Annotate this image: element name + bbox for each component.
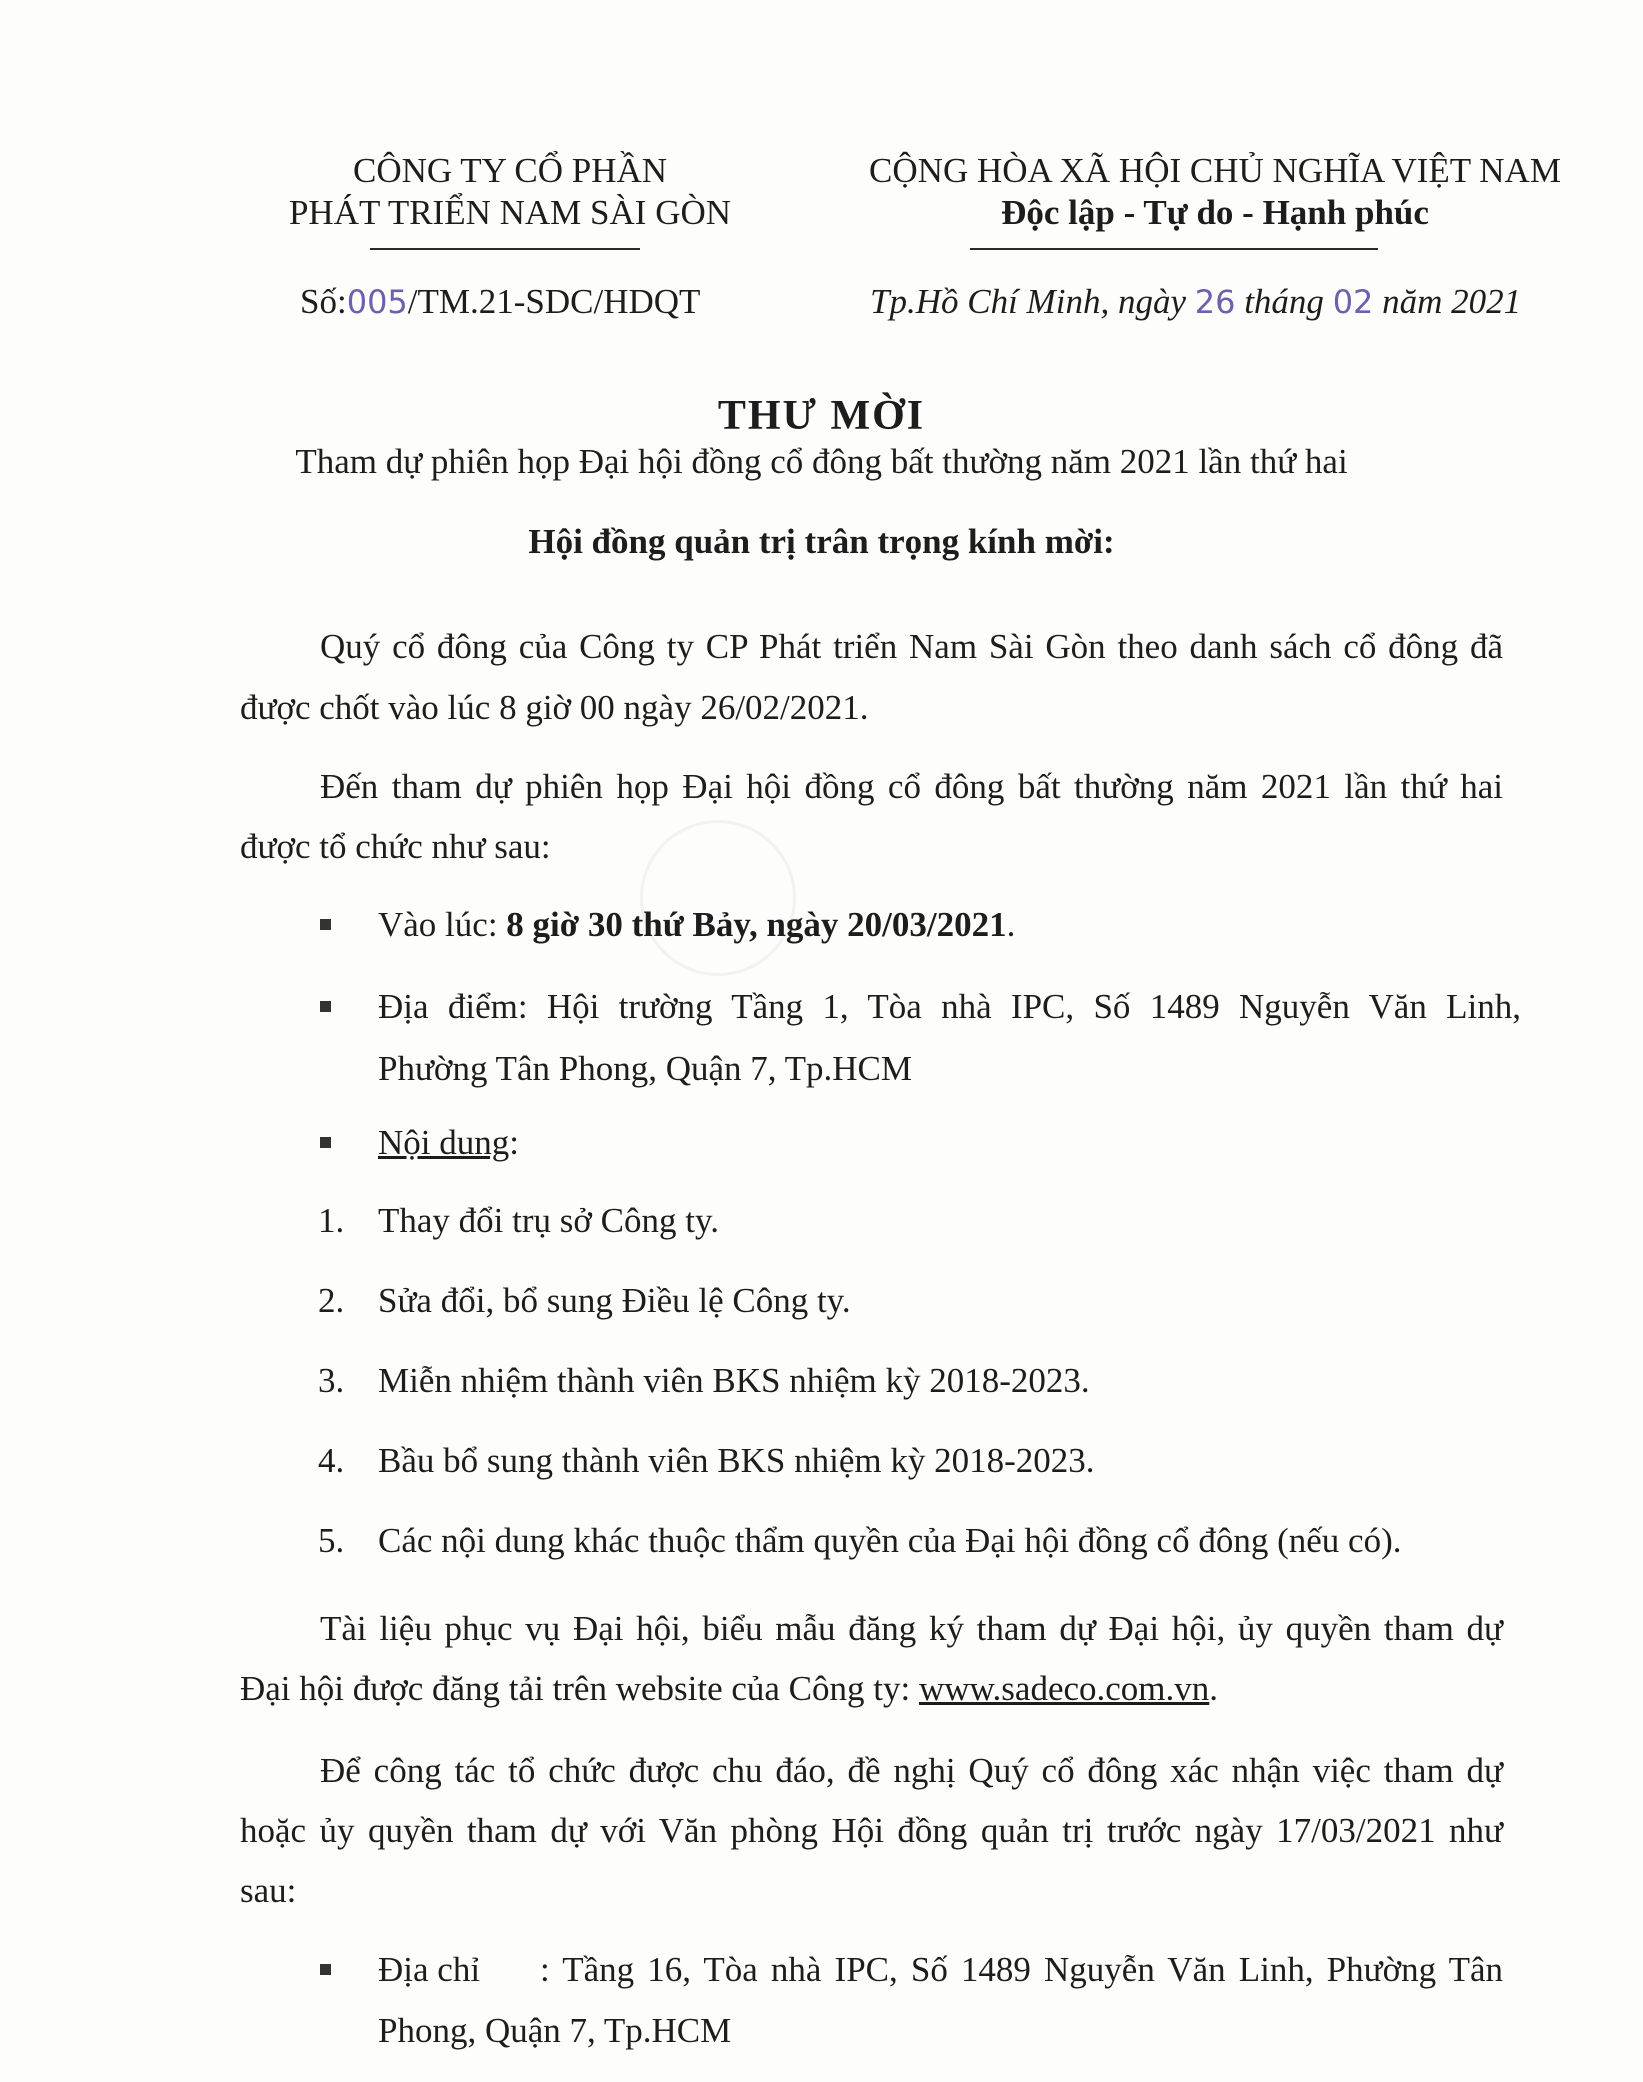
agenda-heading: Nội dung: [378, 1123, 519, 1162]
address-line2: Phong, Quận 7, Tp.HCM [378, 2011, 732, 2050]
nation-line1: CỘNG HÒA XÃ HỘI CHỦ NGHĨA VIỆT NAM [869, 151, 1561, 190]
agenda-number-5: 5. [318, 1521, 345, 1560]
para1-line1: Quý cổ đông của Công ty CP Phát triển Nam Sài Gòn theo danh sách cổ đông đã [320, 627, 1503, 666]
meeting-time: Vào lúc: 8 giờ 30 thứ Bảy, ngày 20/03/2021. [378, 905, 1016, 944]
agenda-number-3: 3. [318, 1361, 345, 1400]
para1-line2: được chốt vào lúc 8 giờ 00 ngày 26/02/2021. [240, 688, 869, 727]
para4-line2: hoặc ủy quyền tham dự với Văn phòng Hội đồng quản trị trước ngày 17/03/2021 như [240, 1811, 1503, 1850]
agenda-item-4: Bầu bổ sung thành viên BKS nhiệm kỳ 2018-2023. [378, 1441, 1095, 1480]
para2-line1: Đến tham dự phiên họp Đại hội đồng cổ đông bất thường năm 2021 lần thứ hai [320, 767, 1503, 806]
reference-handwritten-number: 005 [346, 283, 408, 321]
agenda-number-2: 2. [318, 1281, 345, 1320]
document-subtitle: Tham dự phiên họp Đại hội đồng cổ đông bất thường năm 2021 lần thứ hai [295, 442, 1348, 481]
bullet-icon [320, 1964, 331, 1975]
date-month-handwritten: 02 [1332, 283, 1374, 321]
nation-motto: Độc lập - Tự do - Hạnh phúc [1001, 193, 1429, 232]
bullet-icon [320, 1001, 331, 1012]
agenda-item-1: Thay đổi trụ sở Công ty. [378, 1201, 719, 1240]
agenda-item-2: Sửa đổi, bổ sung Điều lệ Công ty. [378, 1281, 851, 1320]
agenda-number-1: 1. [318, 1201, 345, 1240]
para3-line1: Tài liệu phục vụ Đại hội, biểu mẫu đăng ký tham dự Đại hội, ủy quyền tham dự [320, 1609, 1503, 1648]
document-date: Tp.Hồ Chí Minh, ngày 26 tháng 02 năm 2021 [870, 282, 1522, 321]
address-label: Địa chỉ [378, 1950, 481, 1989]
company-name-line1: CÔNG TY CỔ PHẦN [352, 151, 668, 190]
venue-line2: Phường Tân Phong, Quận 7, Tp.HCM [378, 1049, 912, 1088]
document-title: THƯ MỜI [717, 393, 926, 439]
reference-number: Số:005/TM.21-SDC/HDQT [300, 282, 701, 321]
para4-line3: sau: [240, 1871, 297, 1910]
date-day-handwritten: 26 [1194, 283, 1236, 321]
nation-block [830, 150, 1600, 234]
agenda-item-5: Các nội dung khác thuộc thẩm quyền của Đại hội đồng cổ đông (nếu có). [378, 1521, 1402, 1560]
venue-line1: Địa điểm: Hội trường Tầng 1, Tòa nhà IPC, Số 1489 Nguyễn Văn Linh, [378, 987, 1521, 1026]
company-website-link[interactable]: www.sadeco.com.vn [918, 1669, 1210, 1708]
agenda-item-3: Miễn nhiệm thành viên BKS nhiệm kỳ 2018-2023. [378, 1361, 1090, 1400]
bullet-icon [320, 919, 331, 930]
company-name-block [200, 150, 820, 234]
company-name-line2: PHÁT TRIỂN NAM SÀI GÒN [288, 193, 732, 232]
motto-underline [970, 248, 1378, 250]
agenda-number-4: 4. [318, 1441, 345, 1480]
invite-line: Hội đồng quản trị trân trọng kính mời: [528, 522, 1115, 561]
para2-line2: được tổ chức như sau: [240, 827, 551, 866]
bullet-icon [320, 1137, 331, 1148]
para3-line2: Đại hội được đăng tải trên website của Công ty: www.sadeco.com.vn. [240, 1669, 1219, 1708]
para4-line1: Để công tác tổ chức được chu đáo, đề nghị Quý cổ đông xác nhận việc tham dự [320, 1751, 1503, 1790]
company-underline [370, 248, 640, 250]
address-line1: : Tầng 16, Tòa nhà IPC, Số 1489 Nguyễn Văn Linh, Phường Tân [540, 1950, 1503, 1989]
